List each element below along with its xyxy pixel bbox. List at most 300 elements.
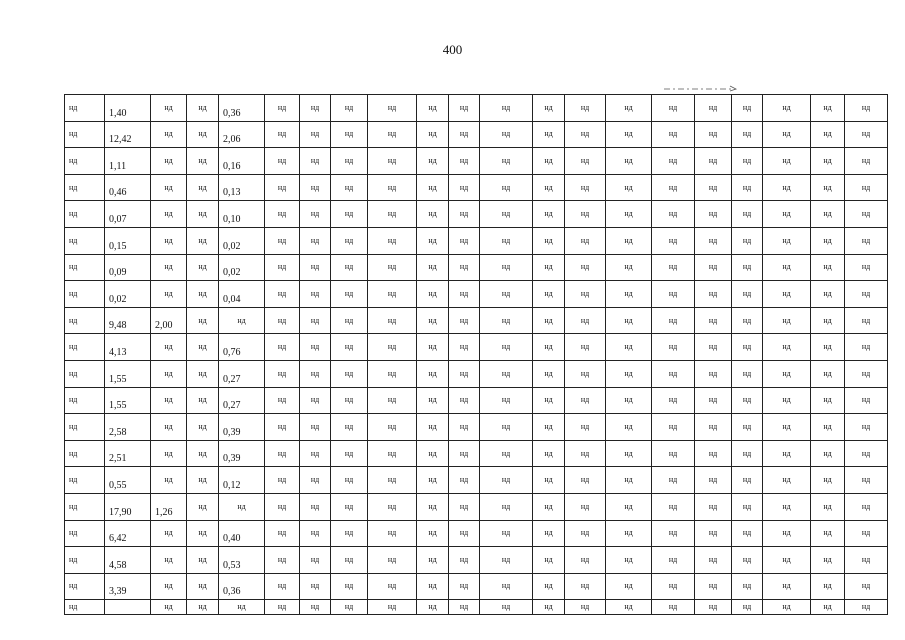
table-cell: нд xyxy=(732,148,763,175)
table-cell: нд xyxy=(732,281,763,308)
table-cell: 0,76 xyxy=(219,334,265,361)
table-cell: нд xyxy=(811,227,845,254)
table-cell: нд xyxy=(449,387,480,414)
table-cell: нд xyxy=(695,467,732,494)
table-cell: нд xyxy=(151,440,187,467)
table-cell: нд xyxy=(449,201,480,228)
table-cell: 1,26 xyxy=(151,493,187,520)
table-cell: нд xyxy=(652,281,695,308)
table-cell: нд xyxy=(480,414,533,441)
table-cell: нд xyxy=(763,414,811,441)
table-cell: нд xyxy=(565,254,606,281)
table-cell: нд xyxy=(845,281,888,308)
table-cell: нд xyxy=(763,281,811,308)
table-cell: нд xyxy=(763,334,811,361)
table-cell: нд xyxy=(65,414,105,441)
table-cell: нд xyxy=(695,547,732,574)
table-cell: нд xyxy=(763,387,811,414)
table-row xyxy=(65,547,888,574)
table-cell: нд xyxy=(331,281,368,308)
table-cell: нд xyxy=(652,600,695,615)
table-cell: нд xyxy=(763,600,811,615)
table-cell: нд xyxy=(732,387,763,414)
table-cell: нд xyxy=(65,600,105,615)
table-cell: нд xyxy=(187,467,219,494)
table-row xyxy=(65,201,888,228)
table-cell: нд xyxy=(368,307,417,334)
table-cell: нд xyxy=(265,95,300,122)
table-cell: нд xyxy=(606,493,652,520)
table-cell: нд xyxy=(811,174,845,201)
table-row xyxy=(65,360,888,387)
table-cell: 2,51 xyxy=(105,440,151,467)
table-cell: нд xyxy=(449,600,480,615)
table-cell: нд xyxy=(65,121,105,148)
table-cell: нд xyxy=(533,174,565,201)
table-cell: нд xyxy=(533,95,565,122)
table-cell: нд xyxy=(732,467,763,494)
table-cell: нд xyxy=(265,281,300,308)
table-cell: нд xyxy=(732,414,763,441)
table-cell: нд xyxy=(331,414,368,441)
table-cell: нд xyxy=(65,360,105,387)
table-cell: нд xyxy=(732,600,763,615)
table-cell: нд xyxy=(845,414,888,441)
table-cell: нд xyxy=(695,121,732,148)
table-cell: нд xyxy=(187,334,219,361)
table-cell: нд xyxy=(65,148,105,175)
table-cell: нд xyxy=(811,414,845,441)
table-cell: нд xyxy=(219,600,265,615)
table-cell: нд xyxy=(845,547,888,574)
table-cell: нд xyxy=(763,493,811,520)
table-cell: 12,42 xyxy=(105,121,151,148)
table-cell: нд xyxy=(480,440,533,467)
table-cell: 0,27 xyxy=(219,387,265,414)
table-cell: нд xyxy=(187,307,219,334)
table-cell: нд xyxy=(565,440,606,467)
table-cell: нд xyxy=(368,547,417,574)
table-cell: 3,39 xyxy=(105,573,151,600)
table-cell: нд xyxy=(732,573,763,600)
table-cell: нд xyxy=(449,493,480,520)
table-cell: нд xyxy=(763,307,811,334)
table-cell: нд xyxy=(151,334,187,361)
table-cell: нд xyxy=(417,121,449,148)
table-cell: нд xyxy=(368,387,417,414)
table-cell: нд xyxy=(652,334,695,361)
table-cell: нд xyxy=(151,174,187,201)
table-cell: нд xyxy=(845,387,888,414)
table-cell: нд xyxy=(845,174,888,201)
table-cell: нд xyxy=(695,281,732,308)
table-cell: нд xyxy=(449,307,480,334)
table-cell: нд xyxy=(151,467,187,494)
table-cell: нд xyxy=(151,360,187,387)
table-cell: нд xyxy=(151,600,187,615)
table-cell: 0,12 xyxy=(219,467,265,494)
table-cell: нд xyxy=(533,547,565,574)
table-cell: 2,58 xyxy=(105,414,151,441)
table-cell: нд xyxy=(533,414,565,441)
table-cell: нд xyxy=(732,201,763,228)
table-cell: нд xyxy=(480,467,533,494)
table-cell: нд xyxy=(65,493,105,520)
table-cell: нд xyxy=(763,573,811,600)
table-cell: нд xyxy=(300,121,331,148)
table-cell: нд xyxy=(606,520,652,547)
table-cell: нд xyxy=(652,493,695,520)
table-cell: нд xyxy=(151,387,187,414)
table-cell: нд xyxy=(606,387,652,414)
table-cell: 2,00 xyxy=(151,307,187,334)
table-cell: нд xyxy=(65,573,105,600)
table-cell: нд xyxy=(565,387,606,414)
table-cell: нд xyxy=(652,148,695,175)
table-cell: нд xyxy=(65,387,105,414)
table-cell: нд xyxy=(565,600,606,615)
table-cell: нд xyxy=(417,440,449,467)
table-cell: нд xyxy=(606,148,652,175)
page-number: 400 xyxy=(442,42,463,57)
table-cell: нд xyxy=(265,307,300,334)
table-cell: нд xyxy=(845,95,888,122)
table-cell: нд xyxy=(845,121,888,148)
table-cell: нд xyxy=(845,254,888,281)
table-cell: нд xyxy=(811,148,845,175)
table-cell: нд xyxy=(368,600,417,615)
table-cell: нд xyxy=(480,174,533,201)
table-cell: нд xyxy=(300,227,331,254)
table-cell: нд xyxy=(151,121,187,148)
table-row xyxy=(65,307,888,334)
table-cell: нд xyxy=(695,387,732,414)
table-cell: нд xyxy=(652,440,695,467)
table-cell: нд xyxy=(300,281,331,308)
table-cell: нд xyxy=(845,307,888,334)
table-cell: нд xyxy=(480,95,533,122)
table-cell: нд xyxy=(811,440,845,467)
table-cell: нд xyxy=(151,95,187,122)
table-cell: нд xyxy=(565,334,606,361)
table-cell: нд xyxy=(187,121,219,148)
table-cell: нд xyxy=(65,440,105,467)
table-cell: нд xyxy=(480,360,533,387)
table-cell: нд xyxy=(533,334,565,361)
table-cell: нд xyxy=(151,227,187,254)
table-cell: нд xyxy=(187,414,219,441)
table-cell: нд xyxy=(331,573,368,600)
table-cell: нд xyxy=(811,547,845,574)
table-cell: нд xyxy=(811,600,845,615)
table-cell: нд xyxy=(606,95,652,122)
table-cell: нд xyxy=(65,520,105,547)
table-cell: нд xyxy=(368,201,417,228)
table-cell: 0,36 xyxy=(219,573,265,600)
table-cell: нд xyxy=(151,414,187,441)
table-cell: нд xyxy=(606,467,652,494)
table-cell: нд xyxy=(732,334,763,361)
table-cell: нд xyxy=(480,493,533,520)
table-cell: нд xyxy=(219,307,265,334)
table-cell: нд xyxy=(845,573,888,600)
table-cell: нд xyxy=(763,254,811,281)
table-cell: нд xyxy=(331,227,368,254)
table-cell: нд xyxy=(480,600,533,615)
table-cell: нд xyxy=(533,600,565,615)
table-cell: нд xyxy=(811,387,845,414)
table-cell: нд xyxy=(417,201,449,228)
table-cell: нд xyxy=(480,121,533,148)
table-row xyxy=(65,573,888,600)
table-cell: нд xyxy=(449,227,480,254)
table-cell: нд xyxy=(845,600,888,615)
table-cell: 0,13 xyxy=(219,174,265,201)
table-cell: нд xyxy=(265,440,300,467)
table-cell: 0,10 xyxy=(219,201,265,228)
table-cell: нд xyxy=(533,493,565,520)
table-cell: нд xyxy=(811,121,845,148)
table-cell: нд xyxy=(331,493,368,520)
table-cell: нд xyxy=(732,440,763,467)
table-cell: нд xyxy=(368,227,417,254)
table-cell: нд xyxy=(187,520,219,547)
table-cell: нд xyxy=(151,573,187,600)
table-cell: нд xyxy=(187,254,219,281)
table-cell: нд xyxy=(845,334,888,361)
table-cell: нд xyxy=(606,573,652,600)
table-cell: нд xyxy=(187,573,219,600)
table-row xyxy=(65,281,888,308)
table-cell: 0,55 xyxy=(105,467,151,494)
table-cell: 0,53 xyxy=(219,547,265,574)
table-cell: нд xyxy=(763,360,811,387)
table-cell: нд xyxy=(533,281,565,308)
table-row xyxy=(65,95,888,122)
table-row xyxy=(65,387,888,414)
table-cell: нд xyxy=(331,148,368,175)
table-cell: нд xyxy=(65,307,105,334)
table-cell: нд xyxy=(65,467,105,494)
table-cell: нд xyxy=(417,95,449,122)
table-cell: нд xyxy=(695,201,732,228)
table-cell: нд xyxy=(219,493,265,520)
table-cell: нд xyxy=(480,573,533,600)
table-cell: 0,40 xyxy=(219,520,265,547)
table-cell: нд xyxy=(732,547,763,574)
table-cell: нд xyxy=(368,334,417,361)
table-cell: нд xyxy=(331,600,368,615)
table-cell: нд xyxy=(533,573,565,600)
table-cell: нд xyxy=(417,148,449,175)
table-cell: нд xyxy=(187,493,219,520)
table-cell: нд xyxy=(187,360,219,387)
table-cell: 0,15 xyxy=(105,227,151,254)
table-cell: нд xyxy=(65,254,105,281)
table-cell: 17,90 xyxy=(105,493,151,520)
table-cell: нд xyxy=(187,440,219,467)
table-cell: нд xyxy=(368,174,417,201)
table-cell: нд xyxy=(417,467,449,494)
table-cell: нд xyxy=(65,281,105,308)
table-cell: 2,06 xyxy=(219,121,265,148)
table-cell: нд xyxy=(695,414,732,441)
table-cell: 1,55 xyxy=(105,360,151,387)
table-cell: нд xyxy=(331,307,368,334)
stray-scan-mark xyxy=(664,84,738,92)
table-cell: 1,55 xyxy=(105,387,151,414)
table-cell: нд xyxy=(480,254,533,281)
table-cell: нд xyxy=(300,95,331,122)
table-cell: нд xyxy=(300,520,331,547)
table-cell: нд xyxy=(652,414,695,441)
table-cell: нд xyxy=(811,95,845,122)
table-cell: нд xyxy=(331,254,368,281)
table-cell: нд xyxy=(265,334,300,361)
table-row xyxy=(65,148,888,175)
table-cell: нд xyxy=(652,387,695,414)
table-cell: нд xyxy=(449,334,480,361)
table-cell: нд xyxy=(65,174,105,201)
table-cell: нд xyxy=(533,201,565,228)
table-cell: нд xyxy=(565,121,606,148)
table-cell: нд xyxy=(763,520,811,547)
table-cell: нд xyxy=(565,573,606,600)
table-cell: нд xyxy=(449,95,480,122)
table-cell: нд xyxy=(265,467,300,494)
table-cell: нд xyxy=(265,520,300,547)
table-cell: нд xyxy=(652,573,695,600)
table-cell: нд xyxy=(652,360,695,387)
table-cell: нд xyxy=(845,520,888,547)
table-cell: нд xyxy=(565,547,606,574)
table-cell: нд xyxy=(606,414,652,441)
table-cell: нд xyxy=(533,254,565,281)
table-cell: 6,42 xyxy=(105,520,151,547)
table-cell: нд xyxy=(300,360,331,387)
table-cell: нд xyxy=(565,520,606,547)
table-cell: нд xyxy=(845,227,888,254)
table-cell: нд xyxy=(187,281,219,308)
table-cell: нд xyxy=(811,360,845,387)
table-cell: нд xyxy=(845,148,888,175)
table-cell: нд xyxy=(811,334,845,361)
table-cell: нд xyxy=(652,227,695,254)
table-cell: нд xyxy=(732,493,763,520)
table-cell: нд xyxy=(732,307,763,334)
table-cell: нд xyxy=(151,148,187,175)
table-cell: нд xyxy=(331,467,368,494)
table-row xyxy=(65,520,888,547)
table-cell: 0,09 xyxy=(105,254,151,281)
table-cell: нд xyxy=(652,174,695,201)
table-cell: нд xyxy=(151,520,187,547)
table-cell: нд xyxy=(652,467,695,494)
table-cell: нд xyxy=(533,360,565,387)
table-cell: нд xyxy=(606,281,652,308)
table-cell: нд xyxy=(732,360,763,387)
table-cell: нд xyxy=(65,227,105,254)
table-cell: нд xyxy=(187,201,219,228)
table-cell: нд xyxy=(695,174,732,201)
table-cell: нд xyxy=(732,520,763,547)
table-cell: нд xyxy=(480,520,533,547)
table-cell: нд xyxy=(606,360,652,387)
table-cell: нд xyxy=(533,148,565,175)
table-cell: нд xyxy=(652,520,695,547)
table-cell: нд xyxy=(265,573,300,600)
table-cell: нд xyxy=(565,467,606,494)
table-cell: нд xyxy=(300,254,331,281)
table-cell: нд xyxy=(368,467,417,494)
table-cell: нд xyxy=(151,281,187,308)
table-cell: нд xyxy=(565,95,606,122)
table-cell: нд xyxy=(417,334,449,361)
table-cell: нд xyxy=(449,440,480,467)
table-cell: нд xyxy=(265,254,300,281)
table-cell: нд xyxy=(763,174,811,201)
table-cell: нд xyxy=(811,493,845,520)
table-cell: нд xyxy=(151,254,187,281)
table-cell: нд xyxy=(265,387,300,414)
table-cell: нд xyxy=(811,520,845,547)
table-row xyxy=(65,254,888,281)
table-cell: нд xyxy=(187,547,219,574)
table-cell: нд xyxy=(65,95,105,122)
table-cell: нд xyxy=(449,360,480,387)
table-cell: нд xyxy=(695,493,732,520)
table-cell: нд xyxy=(417,387,449,414)
table-cell: нд xyxy=(265,174,300,201)
table-cell: нд xyxy=(300,174,331,201)
table-cell: нд xyxy=(695,95,732,122)
table-cell: нд xyxy=(811,281,845,308)
table-cell: нд xyxy=(300,547,331,574)
table-cell: нд xyxy=(606,201,652,228)
table-cell: нд xyxy=(187,227,219,254)
table-cell: нд xyxy=(300,334,331,361)
table-cell: нд xyxy=(300,148,331,175)
table-cell: 4,58 xyxy=(105,547,151,574)
table-cell: нд xyxy=(417,360,449,387)
table-row xyxy=(65,600,888,615)
table-cell: нд xyxy=(449,174,480,201)
table-cell: нд xyxy=(187,174,219,201)
table-cell: нд xyxy=(763,227,811,254)
table-cell: нд xyxy=(845,201,888,228)
table-cell: нд xyxy=(480,307,533,334)
table-cell: нд xyxy=(300,414,331,441)
table-cell: нд xyxy=(695,520,732,547)
table-cell: нд xyxy=(732,254,763,281)
table-cell: нд xyxy=(533,307,565,334)
table-row xyxy=(65,467,888,494)
table-cell: нд xyxy=(368,281,417,308)
table-cell: нд xyxy=(265,547,300,574)
table-body xyxy=(65,95,888,615)
table-cell: нд xyxy=(811,573,845,600)
table-cell: нд xyxy=(449,573,480,600)
table-cell: нд xyxy=(763,95,811,122)
table-cell: нд xyxy=(732,174,763,201)
table-cell: 0,36 xyxy=(219,95,265,122)
table-row xyxy=(65,440,888,467)
table-cell: нд xyxy=(763,547,811,574)
table-cell: нд xyxy=(811,201,845,228)
table-cell: нд xyxy=(480,201,533,228)
table-cell: нд xyxy=(606,334,652,361)
table-cell: нд xyxy=(480,387,533,414)
